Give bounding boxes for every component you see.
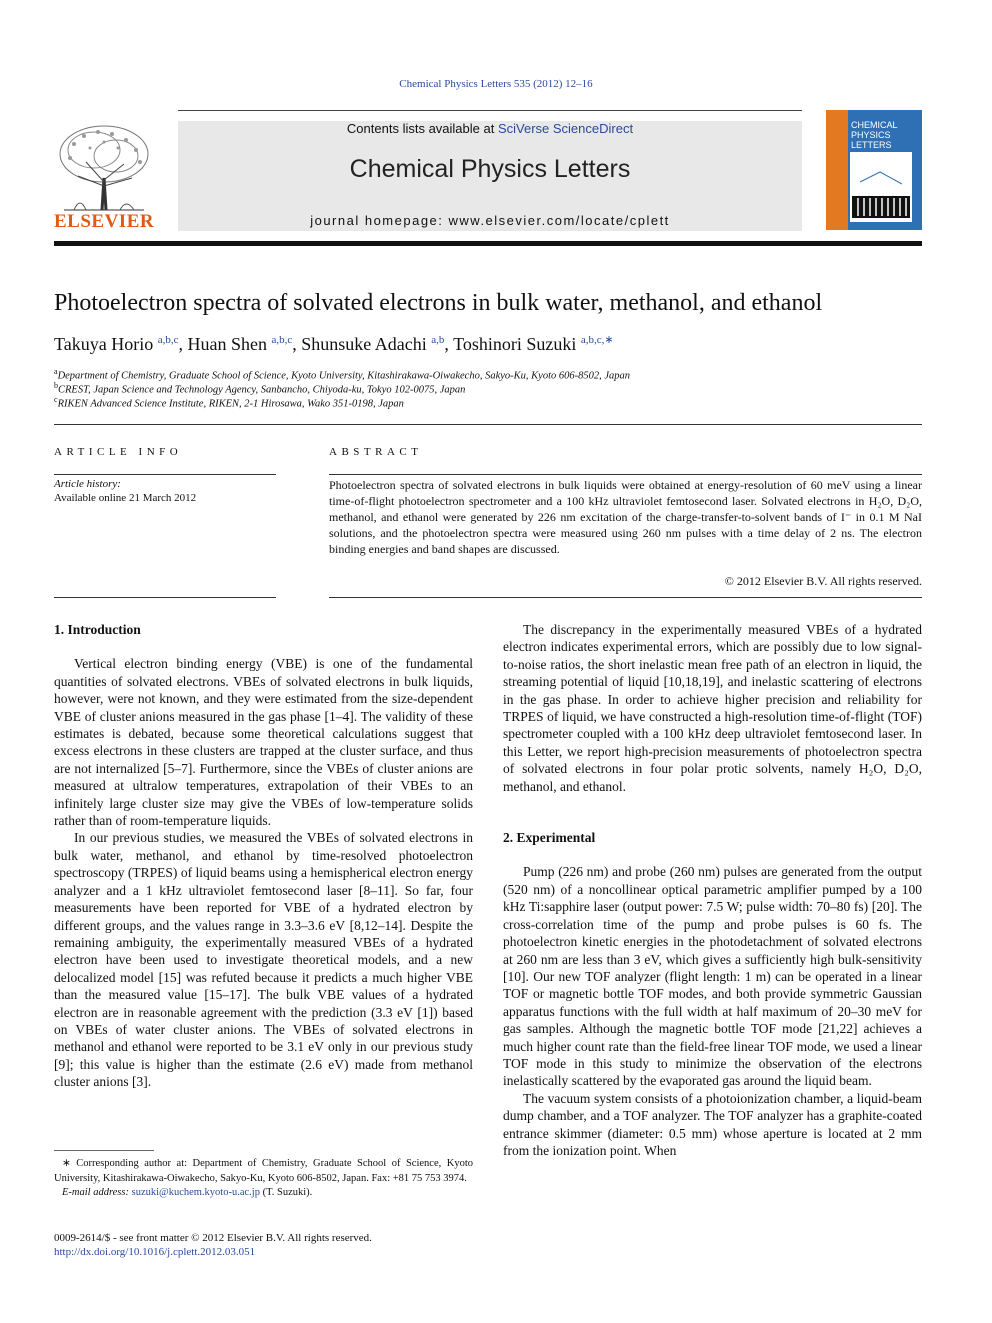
abstract-rule <box>329 474 922 475</box>
author-name[interactable]: Toshinori Suzuki <box>453 334 577 354</box>
info-rule <box>54 474 276 475</box>
abstract-heading: ABSTRACT <box>329 446 423 458</box>
right-column <box>503 621 922 1159</box>
cover-graphic <box>850 152 912 222</box>
doi-link[interactable]: http://dx.doi.org/10.1016/j.cplett.2012.03.051 <box>54 1246 256 1258</box>
journal-citation[interactable]: Chemical Physics Letters 535 (2012) 12–16 <box>399 78 593 90</box>
author-name[interactable]: Huan Shen <box>187 334 267 354</box>
affiliation-b: $^b$CREST, Japan Science and Technology Agency, Sanbancho, Chiyoda-ku, Tokyo 102-0075, Japan <box>54 381 466 396</box>
title-rule <box>54 424 922 425</box>
history-label: Article history: <box>54 478 121 490</box>
cover-title: CHEMICAL PHYSICS LETTERS <box>851 120 898 150</box>
paragraph: The discrepancy in the experimentally measured VBEs of a hydrated electron indicates experimental errors, which are possibly due to low signal-to-noise ratios, the short inelastic mean free path of an electron in liquid, the streaming potential of liquid [10,18,19], and inelastic scattering of electrons in the gas phase. In order to achieve higher precision and reliability for TRPES of liquid, we have constructed a high-resolution time-of-flight (TOF) spectrometer coupled with a 100 kHz deep ultraviolet femtosecond laser. In this Letter, we report high-precision measurements of photoelectron spectra of solvated electrons in four polar protic solvents, namely H₂O, D₂O, methanol, and ethanol. <box>503 622 922 794</box>
author-list: Takuya Horio $^{a,b,c}$, Huan Shen $^{a,b,c}$, Shunsuke Adachi $^{a,b}$, Toshinori Suzuki $^{a,b,c,∗}$ <box>54 334 614 354</box>
email-line: E-mail address: suzuki@kuchem.kyoto-u.ac.jp (T. Suzuki). <box>62 1187 313 1198</box>
issn-line: 0009-2614/$ - see front matter © 2012 Elsevier B.V. All rights reserved. <box>54 1232 372 1244</box>
section-heading: 2. Experimental <box>503 830 596 846</box>
abstract-bottom-rule <box>329 597 922 598</box>
paragraph: Pump (226 nm) and probe (260 nm) pulses are generated from the output (520 nm) of a noncollinear optical parametric amplifier pumped by a 100 kHz Ti:sapphire laser (output power: 7.5 W; pulse width: 70–80 fs) [20]. The cross-correlation time of the pump and probe pulses is 60 fs. The photoelectron kinetic energies in the photodetachment of solvated electrons at 260 nm are less than 3 eV, which gives a sufficiently high bulk-sensitivity [10]. Our new TOF analyzer (flight length: 1 m) can be operated in a linear TOF or magnetic bottle TOF modes, and both provide symmetric Gaussian apparatus functions with the full width at half maximum of 20–30 meV for gas samples. Although the magnetic bottle TOF mode [21,22] achieves a much higher count rate than the field-free linear TOF mode, we used a linear TOF mode in this study to minimize the observation of the electrons inelastically scattered by the evaporated gas around the liquid beam. <box>503 864 922 1089</box>
masthead-rule <box>54 241 922 246</box>
history-value: Available online 21 March 2012 <box>54 492 197 504</box>
affiliation-a: $^a$Department of Chemistry, Graduate School of Science, Kyoto University, Kitashirakawa-Oiwakecho, Sakyo-Ku, Kyoto 606-8502, Japan <box>54 367 631 382</box>
journal-cover-strip <box>826 110 848 230</box>
author-affil-marker[interactable]: a,b,c,∗ <box>580 334 614 346</box>
corresponding-author-note: ∗ Corresponding author at: Department of Chemistry, Graduate School of Science, Kyoto University, Kitashirakawa-Oiwakecho, Sakyo-Ku, Kyoto 606-8502, Japan. Fax: +81 75 753 3974. <box>54 1158 473 1184</box>
email-link[interactable]: suzuki@kuchem.kyoto-u.ac.jp <box>131 1187 260 1198</box>
journal-homepage[interactable]: journal homepage: www.elsevier.com/locate/cplett <box>310 213 670 228</box>
footnote <box>54 1157 473 1201</box>
sciencedirect-link[interactable]: SciVerse ScienceDirect <box>497 121 634 136</box>
author-affil-marker[interactable]: a,b <box>431 334 445 346</box>
left-column <box>54 621 473 1091</box>
author-affil-marker[interactable]: a,b,c <box>271 334 293 346</box>
author-affil-marker[interactable]: a,b,c <box>157 334 179 346</box>
header-rule <box>178 110 802 111</box>
section-heading: 1. Introduction <box>54 622 141 637</box>
abstract-text: Photoelectron spectra of solvated electrons in bulk liquids were obtained at energy-resolution of 60 meV using a linear time-of-flight photoelectron spectrometer and a 100 kHz ultraviolet femtosecond laser. Solvated electrons in H₂O, D₂O, methanol, and ethanol were generated by 226 nm excitation of the charge-transfer-to-solvent bands of I⁻ in 0.1 M NaI solutions, and the photoelectron spectra were measured using 260 nm pulses with a time delay of 2 ns. The electron binding energies and band shapes are discussed. <box>329 478 922 556</box>
contents-prefix: Contents lists available at <box>346 121 498 136</box>
article-info-heading: ARTICLE INFO <box>54 446 183 458</box>
info-bottom-rule <box>54 597 276 598</box>
paragraph: In our previous studies, we measured the VBEs of solvated electrons in bulk water, methanol, and ethanol by time-resolved photoelectron spectroscopy (TRPES) of liquid beams using a hemispherical electron energy analyzer and a 1 kHz ultraviolet femtosecond laser [8–11]. So far, four measurements have been reported for VBE of a hydrated electron by different groups, and the values range in 3.3–3.6 eV [8,12–14]. Despite the remaining ambiguity, the experimentally measured VBEs of a hydrated electron have been used to investigate theoretical models, and a new delocalized model [15] was refuted because it predicts a much higher VBE than the measured value [15–17]. The bulk VBE values of a hydrated electron are in reasonable agreement with the prediction (3.3 eV [1]) based on VBEs of water cluster anions. The VBEs of solvated electrons in methanol and ethanol were reported to be 3.1 eV only in our previous study [9]; this value is higher than the estimate (2.6 eV) made from methanol cluster anions [3]. <box>54 830 473 1090</box>
footnote-rule <box>54 1150 154 1151</box>
paragraph: The vacuum system consists of a photoionization chamber, a liquid-beam dump chamber, and a TOF analyzer. The TOF analyzer has a graphite-coated entrance skimmer (diameter: 0.5 mm) whose aperture is located at 2 mm from the ionization point. When <box>503 1090 922 1158</box>
abstract-copyright: © 2012 Elsevier B.V. All rights reserved. <box>724 574 922 588</box>
journal-title: Chemical Physics Letters <box>349 155 631 183</box>
article-title: Photoelectron spectra of solvated electrons in bulk water, methanol, and ethanol <box>54 290 823 316</box>
affiliation-c: $^c$RIKEN Advanced Science Institute, RIKEN, 2-1 Hirosawa, Wako 351-0198, Japan <box>54 395 404 410</box>
publication-info <box>54 1231 554 1259</box>
author-name[interactable]: Shunsuke Adachi <box>301 334 427 354</box>
author-name[interactable]: Takuya Horio <box>54 334 154 354</box>
elsevier-wordmark: ELSEVIER <box>54 211 155 232</box>
paragraph: Vertical electron binding energy (VBE) is one of the fundamental quantities of solvated electrons. VBEs of solvated electrons in bulk liquids, however, were not known, and they were estimated from the size-dependent VBE of cluster anions measured in the gas phase [1–4]. The validity of these estimates is debated, because some theoretical calculations suggest that excess electrons in these clusters are trapped at the cluster surface, and thus are not internalized [5–7]. Furthermore, since the VBEs of cluster anions are measured at ultralow temperatures, extrapolation of their VBEs to an infinitely large cluster size may give the VBEs of low-temperature solids rather than of room-temperature liquids. <box>54 656 473 829</box>
contents-line <box>178 121 802 136</box>
